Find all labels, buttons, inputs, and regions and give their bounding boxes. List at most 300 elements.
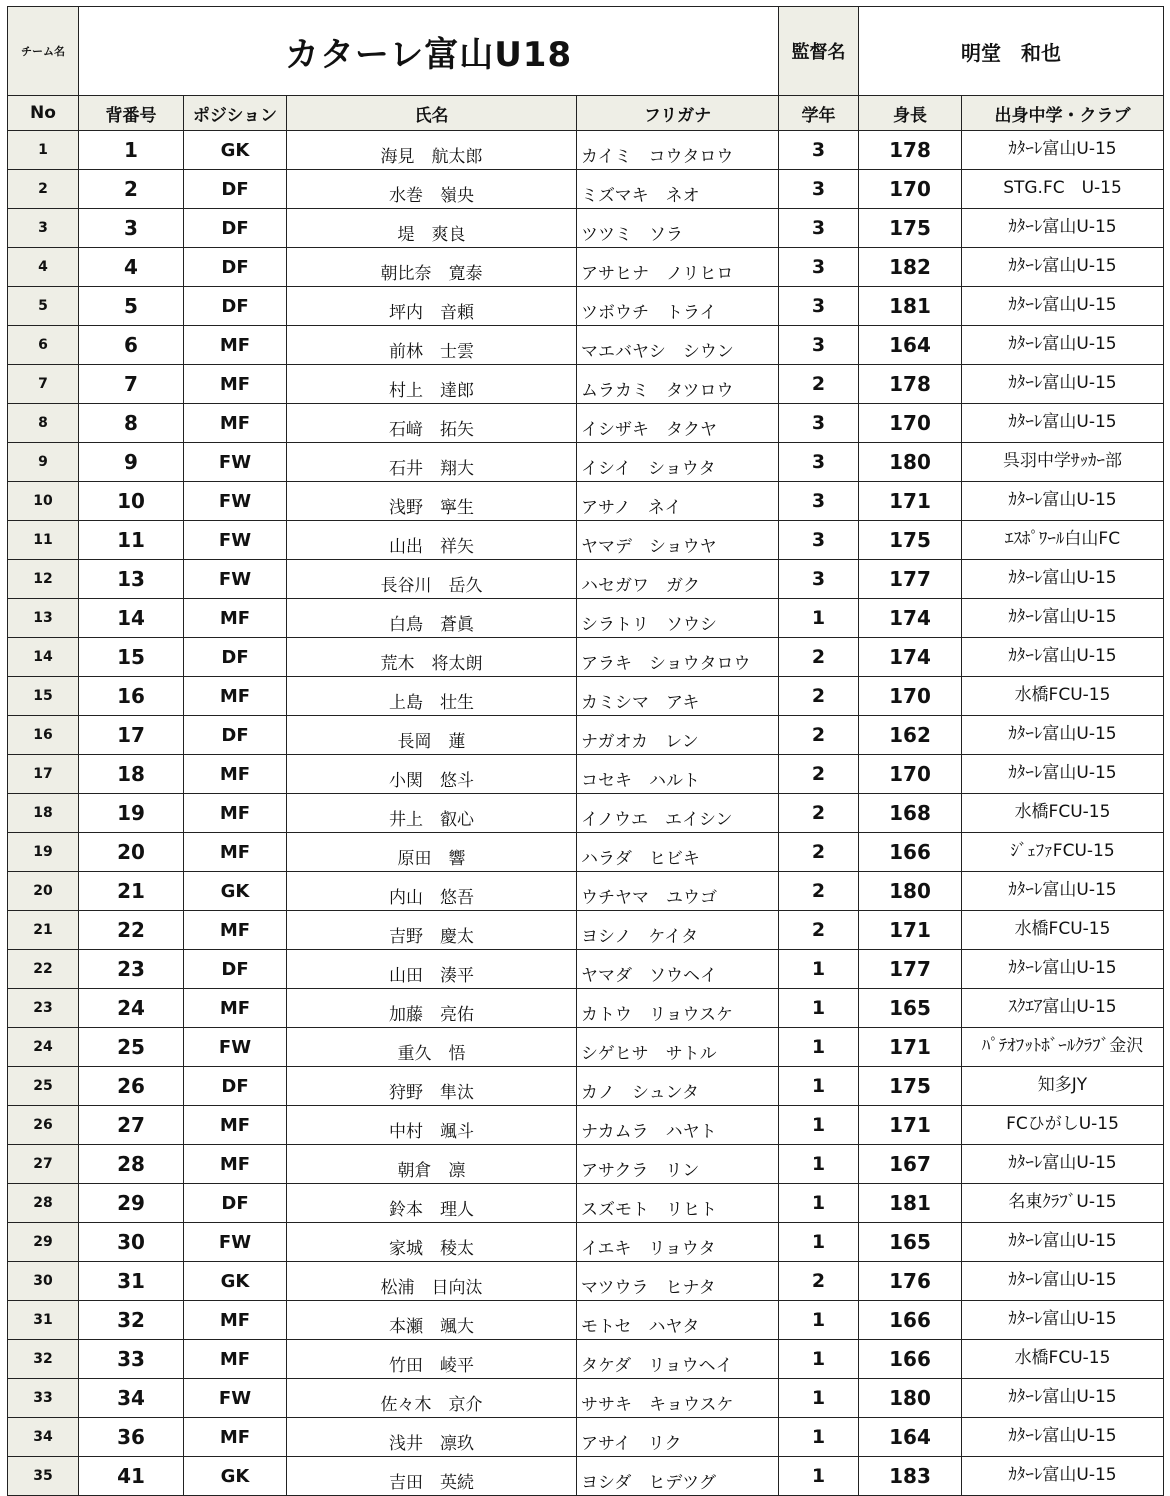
- player-club: ｶﾀｰﾚ富山U-15: [962, 950, 1164, 989]
- player-kana: ヨシノ ケイタ: [577, 911, 779, 950]
- player-name: 海見 航太郎: [287, 131, 577, 170]
- player-grade: 3: [779, 248, 859, 287]
- player-grade: 2: [779, 1262, 859, 1301]
- player-height: 180: [859, 872, 962, 911]
- player-no: 15: [8, 677, 79, 716]
- player-club: FCひがしU-15: [962, 1106, 1164, 1145]
- player-number: 5: [79, 287, 184, 326]
- player-number: 23: [79, 950, 184, 989]
- player-club: ｶﾀｰﾚ富山U-15: [962, 287, 1164, 326]
- player-grade: 1: [779, 1184, 859, 1223]
- coach-label: 監督名: [779, 7, 859, 96]
- player-grade: 2: [779, 794, 859, 833]
- player-grade: 2: [779, 716, 859, 755]
- player-height: 170: [859, 755, 962, 794]
- player-kana: アサノ ネイ: [577, 482, 779, 521]
- player-name: 竹田 崚平: [287, 1340, 577, 1379]
- player-kana: カトウ リョウスケ: [577, 989, 779, 1028]
- player-name: 石井 翔大: [287, 443, 577, 482]
- player-name: 坪内 音頼: [287, 287, 577, 326]
- player-club: ｶﾀｰﾚ富山U-15: [962, 131, 1164, 170]
- player-height: 176: [859, 1262, 962, 1301]
- player-number: 3: [79, 209, 184, 248]
- player-grade: 1: [779, 1223, 859, 1262]
- table-row: [8, 833, 1164, 872]
- player-position: DF: [184, 950, 287, 989]
- table-row: [8, 326, 1164, 365]
- player-height: 168: [859, 794, 962, 833]
- player-number: 21: [79, 872, 184, 911]
- player-club: ｶﾀｰﾚ富山U-15: [962, 326, 1164, 365]
- column-header-number: 背番号: [79, 96, 184, 131]
- player-number: 1: [79, 131, 184, 170]
- team-label: チーム名: [8, 7, 79, 96]
- table-row: [8, 638, 1164, 677]
- player-position: MF: [184, 989, 287, 1028]
- player-grade: 2: [779, 365, 859, 404]
- table-row: [8, 950, 1164, 989]
- player-kana: タケダ リョウヘイ: [577, 1340, 779, 1379]
- player-height: 177: [859, 560, 962, 599]
- player-grade: 3: [779, 521, 859, 560]
- player-number: 34: [79, 1379, 184, 1418]
- player-no: 18: [8, 794, 79, 833]
- player-club: ｶﾀｰﾚ富山U-15: [962, 560, 1164, 599]
- column-header-club: 出身中学・クラブ: [962, 96, 1164, 131]
- player-position: DF: [184, 170, 287, 209]
- player-no: 1: [8, 131, 79, 170]
- table-row: [8, 560, 1164, 599]
- player-number: 13: [79, 560, 184, 599]
- player-position: FW: [184, 560, 287, 599]
- player-club: ｽｸｴｱ富山U-15: [962, 989, 1164, 1028]
- player-height: 181: [859, 287, 962, 326]
- header-row: [8, 7, 1164, 96]
- player-name: 内山 悠吾: [287, 872, 577, 911]
- player-name: 原田 響: [287, 833, 577, 872]
- player-height: 167: [859, 1145, 962, 1184]
- player-kana: ナカムラ ハヤト: [577, 1106, 779, 1145]
- player-position: DF: [184, 1067, 287, 1106]
- player-height: 178: [859, 365, 962, 404]
- player-no: 21: [8, 911, 79, 950]
- player-grade: 3: [779, 443, 859, 482]
- player-no: 30: [8, 1262, 79, 1301]
- player-kana: ムラカミ タツロウ: [577, 365, 779, 404]
- player-position: MF: [184, 1301, 287, 1340]
- player-number: 2: [79, 170, 184, 209]
- player-number: 32: [79, 1301, 184, 1340]
- table-row: [8, 482, 1164, 521]
- table-row: [8, 209, 1164, 248]
- player-number: 20: [79, 833, 184, 872]
- player-name: 重久 悟: [287, 1028, 577, 1067]
- player-no: 7: [8, 365, 79, 404]
- player-no: 20: [8, 872, 79, 911]
- player-grade: 1: [779, 1301, 859, 1340]
- column-header-row: [8, 96, 1164, 131]
- player-name: 家城 稜太: [287, 1223, 577, 1262]
- player-grade: 1: [779, 1028, 859, 1067]
- player-grade: 3: [779, 209, 859, 248]
- player-number: 24: [79, 989, 184, 1028]
- player-name: 堤 爽良: [287, 209, 577, 248]
- player-no: 22: [8, 950, 79, 989]
- player-kana: カノ シュンタ: [577, 1067, 779, 1106]
- player-position: MF: [184, 599, 287, 638]
- player-kana: ツボウチ トライ: [577, 287, 779, 326]
- player-name: 長谷川 岳久: [287, 560, 577, 599]
- player-position: FW: [184, 521, 287, 560]
- table-row: [8, 1379, 1164, 1418]
- player-grade: 2: [779, 872, 859, 911]
- player-height: 183: [859, 1457, 962, 1496]
- player-name: 吉野 慶太: [287, 911, 577, 950]
- player-grade: 2: [779, 638, 859, 677]
- player-number: 14: [79, 599, 184, 638]
- player-club: 呉羽中学ｻｯｶｰ部: [962, 443, 1164, 482]
- player-club: ｶﾀｰﾚ富山U-15: [962, 638, 1164, 677]
- player-grade: 1: [779, 1106, 859, 1145]
- player-name: 小関 悠斗: [287, 755, 577, 794]
- player-club: 水橋FCU-15: [962, 794, 1164, 833]
- player-position: FW: [184, 1379, 287, 1418]
- player-position: FW: [184, 443, 287, 482]
- player-club: ｶﾀｰﾚ富山U-15: [962, 872, 1164, 911]
- player-club: ｶﾀｰﾚ富山U-15: [962, 716, 1164, 755]
- player-position: MF: [184, 794, 287, 833]
- player-club: 知多JY: [962, 1067, 1164, 1106]
- player-height: 166: [859, 1340, 962, 1379]
- player-number: 29: [79, 1184, 184, 1223]
- player-grade: 2: [779, 677, 859, 716]
- player-kana: イシイ ショウタ: [577, 443, 779, 482]
- player-no: 27: [8, 1145, 79, 1184]
- player-height: 171: [859, 1106, 962, 1145]
- player-position: DF: [184, 209, 287, 248]
- table-row: [8, 755, 1164, 794]
- player-kana: ハラダ ヒビキ: [577, 833, 779, 872]
- player-number: 7: [79, 365, 184, 404]
- table-row: [8, 287, 1164, 326]
- player-grade: 1: [779, 1067, 859, 1106]
- table-row: [8, 1301, 1164, 1340]
- player-no: 11: [8, 521, 79, 560]
- table-row: [8, 1067, 1164, 1106]
- player-club: ｶﾀｰﾚ富山U-15: [962, 482, 1164, 521]
- player-kana: ミズマキ ネオ: [577, 170, 779, 209]
- player-position: FW: [184, 482, 287, 521]
- player-grade: 1: [779, 1418, 859, 1457]
- player-number: 16: [79, 677, 184, 716]
- table-row: [8, 677, 1164, 716]
- player-kana: アサイ リク: [577, 1418, 779, 1457]
- player-club: ｶﾀｰﾚ富山U-15: [962, 1418, 1164, 1457]
- player-kana: ヤマダ ソウヘイ: [577, 950, 779, 989]
- team-name: カターレ富山U18: [79, 7, 779, 96]
- player-no: 14: [8, 638, 79, 677]
- player-height: 164: [859, 326, 962, 365]
- column-header-grade: 学年: [779, 96, 859, 131]
- player-position: MF: [184, 326, 287, 365]
- player-club: ｶﾀｰﾚ富山U-15: [962, 404, 1164, 443]
- player-name: 前林 士雲: [287, 326, 577, 365]
- player-position: DF: [184, 638, 287, 677]
- player-no: 10: [8, 482, 79, 521]
- player-position: MF: [184, 1106, 287, 1145]
- player-no: 17: [8, 755, 79, 794]
- player-name: 井上 叡心: [287, 794, 577, 833]
- player-name: 朝比奈 寛泰: [287, 248, 577, 287]
- player-name: 荒木 将太朗: [287, 638, 577, 677]
- player-number: 25: [79, 1028, 184, 1067]
- player-kana: ササキ キョウスケ: [577, 1379, 779, 1418]
- player-number: 41: [79, 1457, 184, 1496]
- player-height: 174: [859, 638, 962, 677]
- player-no: 19: [8, 833, 79, 872]
- player-height: 180: [859, 443, 962, 482]
- player-kana: アラキ ショウタロウ: [577, 638, 779, 677]
- player-position: GK: [184, 131, 287, 170]
- player-kana: イシザキ タクヤ: [577, 404, 779, 443]
- player-number: 6: [79, 326, 184, 365]
- player-grade: 1: [779, 1145, 859, 1184]
- table-row: [8, 170, 1164, 209]
- player-grade: 3: [779, 287, 859, 326]
- column-header-position: ポジション: [184, 96, 287, 131]
- player-position: MF: [184, 1145, 287, 1184]
- player-height: 166: [859, 833, 962, 872]
- player-club: ｶﾀｰﾚ富山U-15: [962, 1457, 1164, 1496]
- table-row: [8, 1262, 1164, 1301]
- player-no: 3: [8, 209, 79, 248]
- player-position: MF: [184, 911, 287, 950]
- player-position: MF: [184, 677, 287, 716]
- player-kana: ヤマデ ショウヤ: [577, 521, 779, 560]
- player-height: 180: [859, 1379, 962, 1418]
- player-number: 18: [79, 755, 184, 794]
- player-number: 15: [79, 638, 184, 677]
- player-height: 166: [859, 1301, 962, 1340]
- player-position: GK: [184, 1262, 287, 1301]
- player-number: 9: [79, 443, 184, 482]
- player-name: 上島 壮生: [287, 677, 577, 716]
- player-grade: 2: [779, 833, 859, 872]
- player-club: ｶﾀｰﾚ富山U-15: [962, 599, 1164, 638]
- player-name: 中村 颯斗: [287, 1106, 577, 1145]
- player-height: 177: [859, 950, 962, 989]
- player-club: ｶﾀｰﾚ富山U-15: [962, 1223, 1164, 1262]
- player-club: ｴｽﾎﾟﾜｰﾙ白山FC: [962, 521, 1164, 560]
- player-grade: 3: [779, 170, 859, 209]
- table-row: [8, 131, 1164, 170]
- table-row: [8, 794, 1164, 833]
- player-name: 佐々木 京介: [287, 1379, 577, 1418]
- player-number: 4: [79, 248, 184, 287]
- table-row: [8, 872, 1164, 911]
- player-no: 16: [8, 716, 79, 755]
- player-height: 175: [859, 209, 962, 248]
- player-grade: 1: [779, 1379, 859, 1418]
- player-no: 29: [8, 1223, 79, 1262]
- player-name: 白鳥 蒼眞: [287, 599, 577, 638]
- player-no: 9: [8, 443, 79, 482]
- player-height: 170: [859, 677, 962, 716]
- player-height: 182: [859, 248, 962, 287]
- player-number: 27: [79, 1106, 184, 1145]
- player-no: 8: [8, 404, 79, 443]
- player-position: GK: [184, 872, 287, 911]
- player-kana: マツウラ ヒナタ: [577, 1262, 779, 1301]
- player-kana: シラトリ ソウシ: [577, 599, 779, 638]
- table-row: [8, 521, 1164, 560]
- player-name: 松浦 日向汰: [287, 1262, 577, 1301]
- player-name: 山出 祥矢: [287, 521, 577, 560]
- player-number: 22: [79, 911, 184, 950]
- player-name: 加藤 亮佑: [287, 989, 577, 1028]
- player-height: 164: [859, 1418, 962, 1457]
- player-kana: スズモト リヒト: [577, 1184, 779, 1223]
- player-position: FW: [184, 1223, 287, 1262]
- player-number: 19: [79, 794, 184, 833]
- player-height: 171: [859, 482, 962, 521]
- player-club: 水橋FCU-15: [962, 677, 1164, 716]
- player-position: MF: [184, 1418, 287, 1457]
- player-number: 31: [79, 1262, 184, 1301]
- table-row: [8, 1145, 1164, 1184]
- player-no: 6: [8, 326, 79, 365]
- table-row: [8, 248, 1164, 287]
- player-grade: 3: [779, 482, 859, 521]
- player-name: 本瀬 颯大: [287, 1301, 577, 1340]
- table-row: [8, 911, 1164, 950]
- player-no: 35: [8, 1457, 79, 1496]
- player-height: 171: [859, 1028, 962, 1067]
- player-name: 吉田 英続: [287, 1457, 577, 1496]
- player-kana: アサヒナ ノリヒロ: [577, 248, 779, 287]
- player-height: 162: [859, 716, 962, 755]
- player-grade: 2: [779, 755, 859, 794]
- player-name: 浅井 凛玖: [287, 1418, 577, 1457]
- player-no: 32: [8, 1340, 79, 1379]
- player-height: 175: [859, 1067, 962, 1106]
- player-height: 170: [859, 404, 962, 443]
- table-row: [8, 1223, 1164, 1262]
- player-position: GK: [184, 1457, 287, 1496]
- player-grade: 3: [779, 326, 859, 365]
- player-height: 165: [859, 1223, 962, 1262]
- player-name: 石﨑 拓矢: [287, 404, 577, 443]
- player-height: 175: [859, 521, 962, 560]
- column-header-kana: フリガナ: [577, 96, 779, 131]
- player-no: 2: [8, 170, 79, 209]
- table-row: [8, 1028, 1164, 1067]
- player-club: ｶﾀｰﾚ富山U-15: [962, 1145, 1164, 1184]
- player-name: 浅野 寧生: [287, 482, 577, 521]
- table-row: [8, 716, 1164, 755]
- player-kana: ウチヤマ ユウゴ: [577, 872, 779, 911]
- player-number: 10: [79, 482, 184, 521]
- player-club: ｼﾞｪﾌｧFCU-15: [962, 833, 1164, 872]
- player-name: 狩野 隼汰: [287, 1067, 577, 1106]
- player-kana: ヨシダ ヒデツグ: [577, 1457, 779, 1496]
- player-no: 13: [8, 599, 79, 638]
- player-position: DF: [184, 1184, 287, 1223]
- player-kana: ハセガワ ガク: [577, 560, 779, 599]
- table-row: [8, 365, 1164, 404]
- player-club: 名東ｸﾗﾌﾞU-15: [962, 1184, 1164, 1223]
- table-row: [8, 989, 1164, 1028]
- player-no: 5: [8, 287, 79, 326]
- player-no: 26: [8, 1106, 79, 1145]
- player-name: 水巻 嶺央: [287, 170, 577, 209]
- player-no: 12: [8, 560, 79, 599]
- player-number: 33: [79, 1340, 184, 1379]
- player-name: 村上 達郎: [287, 365, 577, 404]
- player-grade: 1: [779, 950, 859, 989]
- player-kana: コセキ ハルト: [577, 755, 779, 794]
- player-no: 28: [8, 1184, 79, 1223]
- player-club: STG.FC U-15: [962, 170, 1164, 209]
- roster-table: [7, 6, 1164, 1496]
- player-grade: 3: [779, 560, 859, 599]
- player-kana: ナガオカ レン: [577, 716, 779, 755]
- player-name: 朝倉 凛: [287, 1145, 577, 1184]
- table-row: [8, 443, 1164, 482]
- player-number: 28: [79, 1145, 184, 1184]
- player-number: 11: [79, 521, 184, 560]
- player-club: ｶﾀｰﾚ富山U-15: [962, 209, 1164, 248]
- player-position: DF: [184, 248, 287, 287]
- player-number: 26: [79, 1067, 184, 1106]
- player-kana: カイミ コウタロウ: [577, 131, 779, 170]
- player-grade: 1: [779, 1340, 859, 1379]
- player-position: FW: [184, 1028, 287, 1067]
- player-position: MF: [184, 1340, 287, 1379]
- player-kana: モトセ ハヤタ: [577, 1301, 779, 1340]
- player-club: 水橋FCU-15: [962, 1340, 1164, 1379]
- player-club: ｶﾀｰﾚ富山U-15: [962, 1262, 1164, 1301]
- table-row: [8, 1457, 1164, 1496]
- player-kana: アサクラ リン: [577, 1145, 779, 1184]
- table-row: [8, 599, 1164, 638]
- player-club: ｶﾀｰﾚ富山U-15: [962, 365, 1164, 404]
- player-position: DF: [184, 716, 287, 755]
- table-row: [8, 404, 1164, 443]
- player-name: 山田 湊平: [287, 950, 577, 989]
- player-grade: 1: [779, 989, 859, 1028]
- player-grade: 1: [779, 599, 859, 638]
- player-grade: 3: [779, 131, 859, 170]
- player-height: 178: [859, 131, 962, 170]
- table-row: [8, 1340, 1164, 1379]
- player-name: 鈴本 理人: [287, 1184, 577, 1223]
- column-header-name: 氏名: [287, 96, 577, 131]
- player-club: ﾊﾟﾃｵﾌｯﾄﾎﾞｰﾙｸﾗﾌﾞ金沢: [962, 1028, 1164, 1067]
- player-kana: イエキ リョウタ: [577, 1223, 779, 1262]
- table-row: [8, 1418, 1164, 1457]
- player-height: 170: [859, 170, 962, 209]
- player-no: 24: [8, 1028, 79, 1067]
- player-number: 17: [79, 716, 184, 755]
- player-kana: イノウエ エイシン: [577, 794, 779, 833]
- player-number: 30: [79, 1223, 184, 1262]
- coach-name: 明堂 和也: [859, 7, 1164, 96]
- player-no: 4: [8, 248, 79, 287]
- player-height: 165: [859, 989, 962, 1028]
- player-kana: シゲヒサ サトル: [577, 1028, 779, 1067]
- player-grade: 3: [779, 404, 859, 443]
